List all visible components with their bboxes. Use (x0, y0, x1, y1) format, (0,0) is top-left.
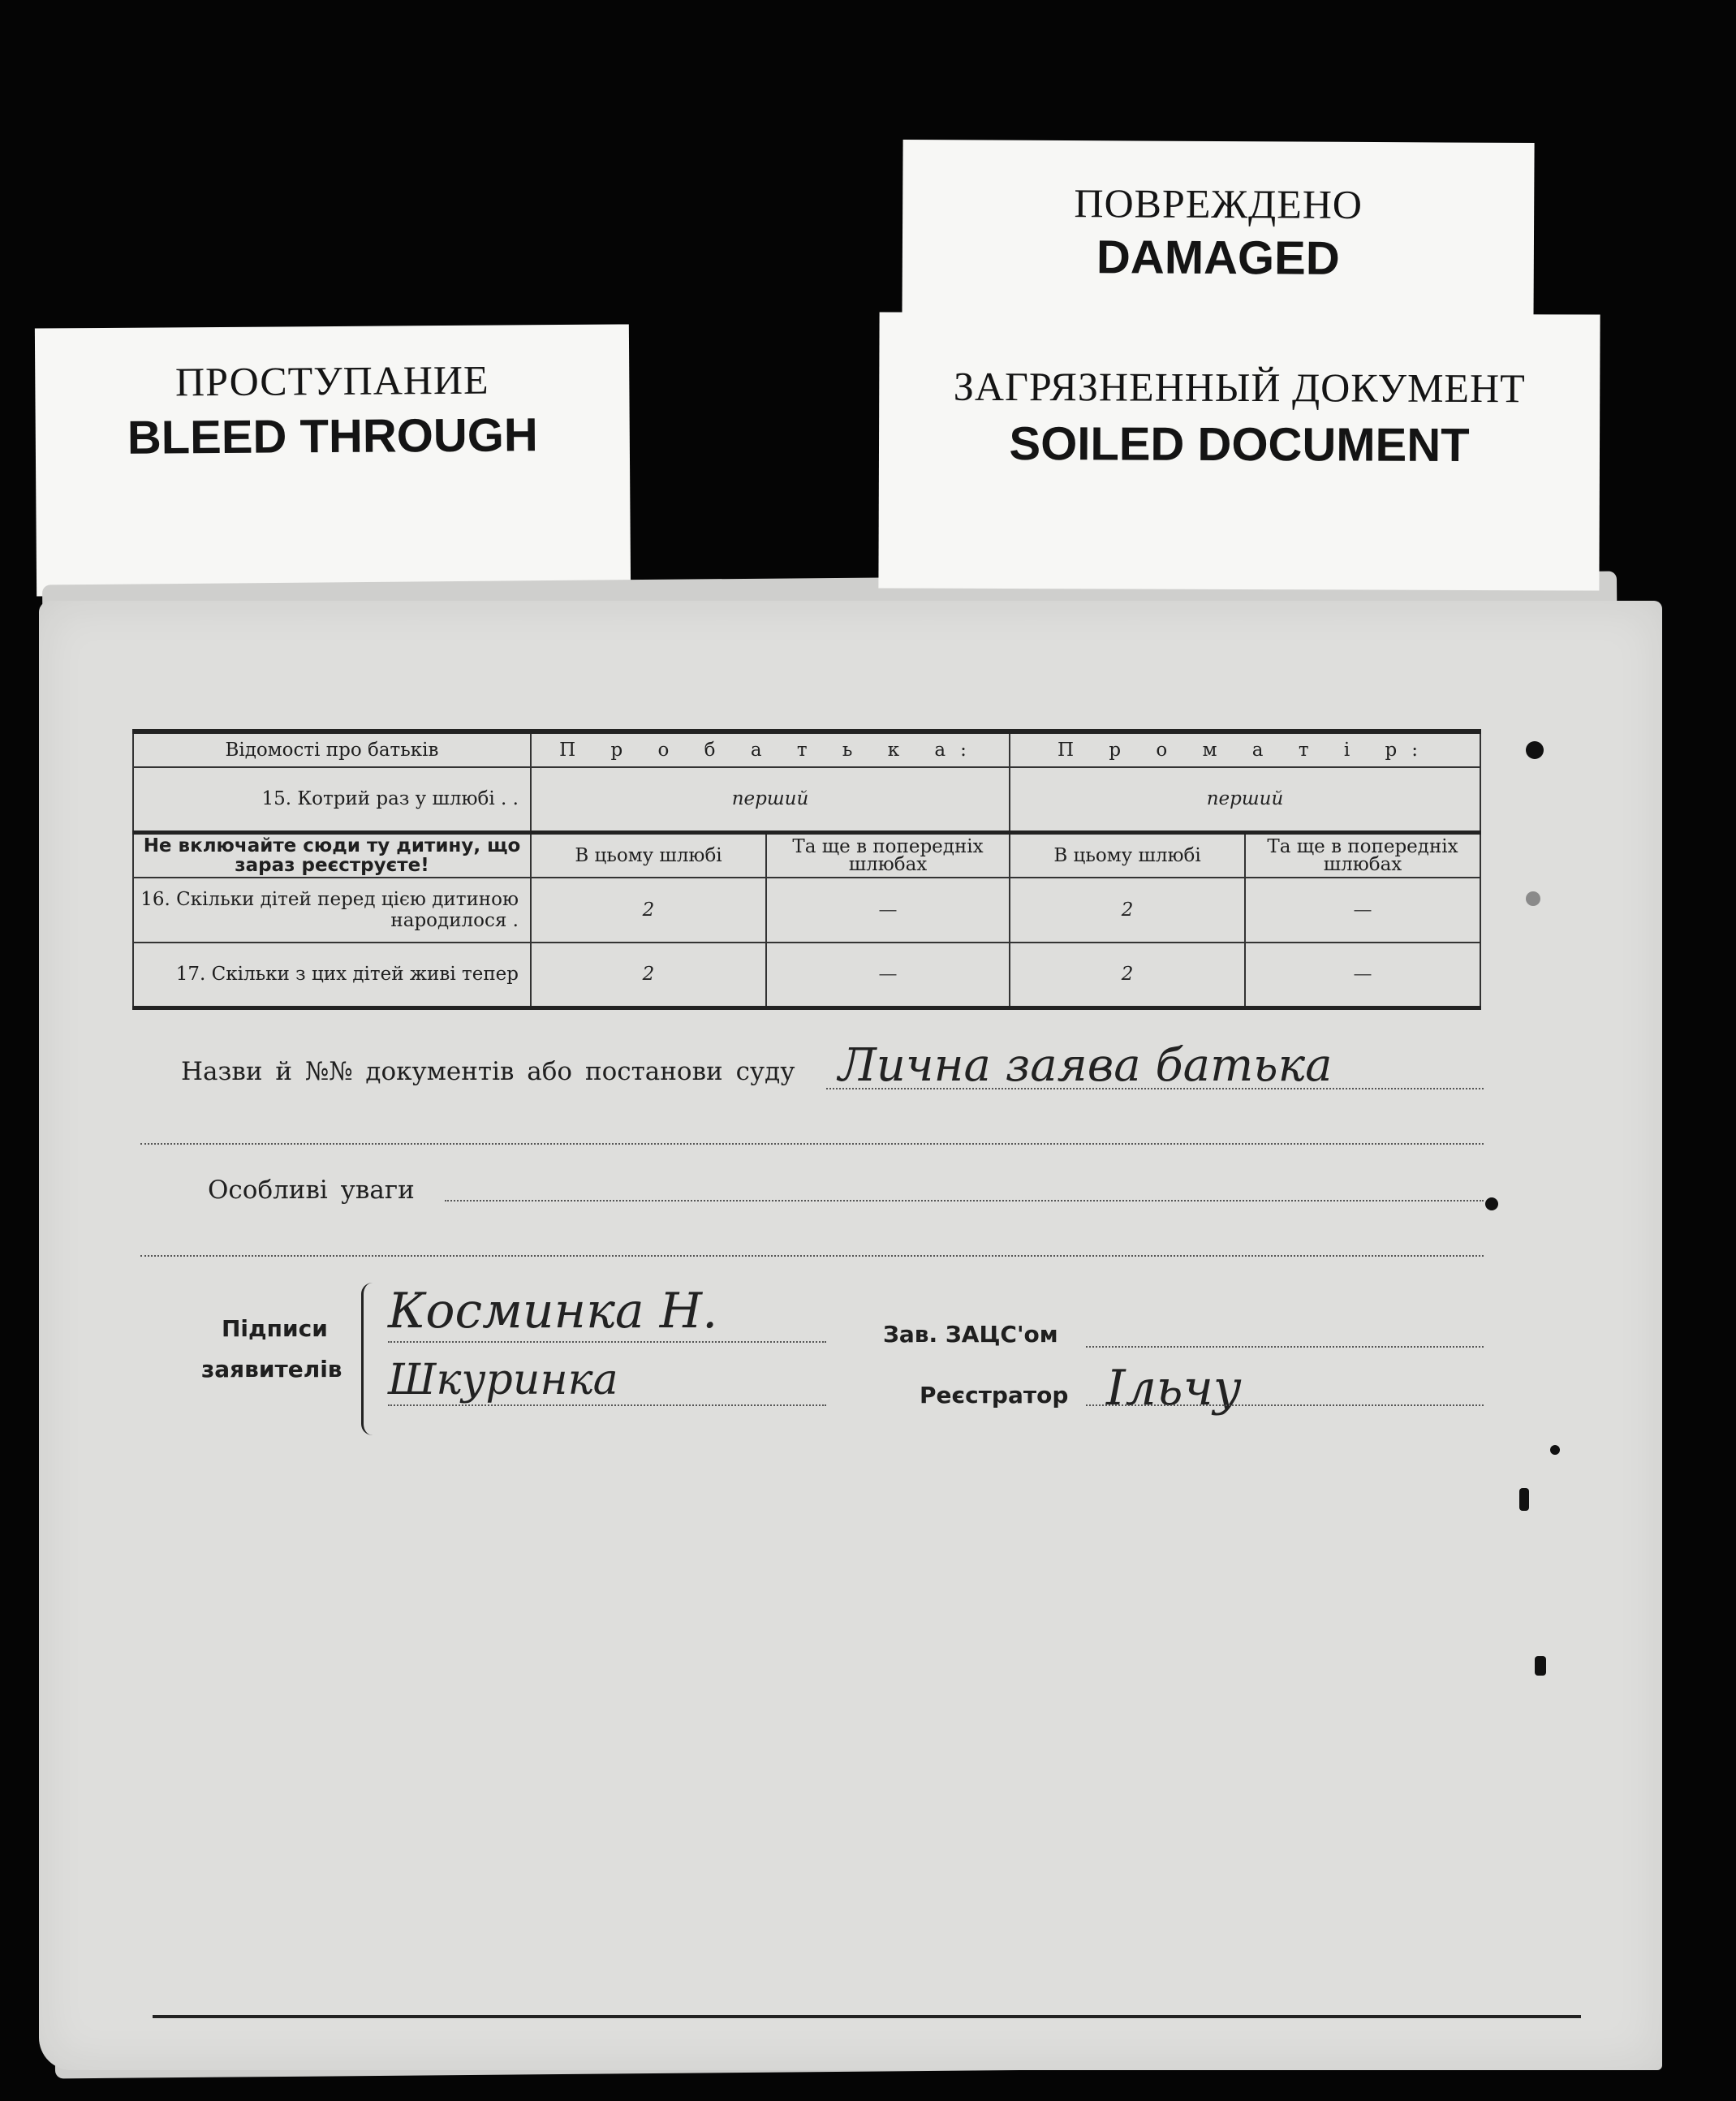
applicant-line-1 (388, 1341, 826, 1343)
punch-hole (1485, 1197, 1498, 1210)
header-parents-info: Відомості про батьків (133, 731, 531, 767)
row17-label: 17. Скільки з цих дітей живі тепер (133, 943, 531, 1007)
punch-hole (1526, 741, 1544, 759)
documents-line (826, 1088, 1484, 1089)
row17-father-prev: — (766, 943, 1010, 1007)
registrar-signature: Ільчу (1106, 1360, 1242, 1417)
remarks-line-2 (140, 1255, 1484, 1257)
remarks-label: Особливі уваги (208, 1176, 415, 1205)
row16-father-this: 2 (531, 878, 766, 943)
row15-mother-value: перший (1010, 767, 1480, 832)
damaged-label-card (902, 140, 1534, 334)
head-zags-label: Зав. ЗАЦС'ом (883, 1321, 1058, 1348)
registrar-line (1086, 1404, 1484, 1406)
remarks-line (445, 1200, 1484, 1201)
soiled-label-ru: ЗАГРЯЗНЕННЫЙ ДОКУМЕНТ (953, 363, 1526, 412)
documents-label: Назви й №№ документів або постанови суду (181, 1057, 795, 1086)
mother-this-marriage-header: В цьому шлюбі (1010, 832, 1245, 878)
signatures-label-line1: Підписи (222, 1315, 328, 1342)
punch-hole (1535, 1656, 1546, 1676)
punch-hole (1550, 1445, 1560, 1455)
bleed-through-label-card (35, 324, 631, 596)
bleed-through-label-ru: ПРОСТУПАНИЕ (174, 356, 489, 405)
applicant-signature-1: Косминка Н. (388, 1283, 718, 1340)
parents-info-table (132, 729, 1481, 1010)
head-zags-line (1086, 1346, 1484, 1348)
row16-mother-this: 2 (1010, 878, 1245, 943)
father-this-marriage-header: В цьому шлюбі (531, 832, 766, 878)
documents-value: Лична заява батька (838, 1039, 1333, 1092)
exclude-child-note: Не включайте сюди ту дитину, що зараз реєструєте! (133, 832, 531, 878)
registrar-label: Реєстратор (920, 1382, 1069, 1409)
registration-form-sheet (39, 601, 1662, 2070)
row16-label: 16. Скільки дітей перед цією дитиною народилося . (133, 878, 531, 943)
punch-hole (1526, 891, 1540, 906)
damaged-label-ru: ПОВРЕЖДЕНО (1074, 180, 1363, 227)
punch-hole (1519, 1488, 1529, 1511)
signatures-brace (361, 1283, 383, 1435)
soiled-label-en: SOILED DOCUMENT (1009, 417, 1470, 472)
mother-prev-marriage-header: Та ще в попередніх шлюбах (1245, 832, 1480, 878)
documents-line-2 (140, 1143, 1484, 1145)
bleed-through-label-en: BLEED THROUGH (127, 408, 538, 464)
father-prev-marriage-header: Та ще в попередніх шлюбах (766, 832, 1010, 878)
damaged-label-en: DAMAGED (1096, 231, 1340, 285)
row15-father-value: перший (531, 767, 1010, 832)
row16-mother-prev: — (1245, 878, 1480, 943)
bottom-rule (153, 2015, 1581, 2018)
applicant-signature-2: Шкуринка (388, 1356, 618, 1404)
header-mother: П р о м а т і р: (1010, 731, 1480, 767)
applicant-line-2 (388, 1404, 826, 1406)
header-father: П р о б а т ь к а: (531, 731, 1010, 767)
row15-label: 15. Котрий раз у шлюбі . . (133, 767, 531, 832)
signatures-label-line2: заявителів (201, 1356, 342, 1383)
row17-mother-prev: — (1245, 943, 1480, 1007)
row17-father-this: 2 (531, 943, 766, 1007)
soiled-document-label-card (878, 312, 1600, 590)
row17-mother-this: 2 (1010, 943, 1245, 1007)
row16-father-prev: — (766, 878, 1010, 943)
